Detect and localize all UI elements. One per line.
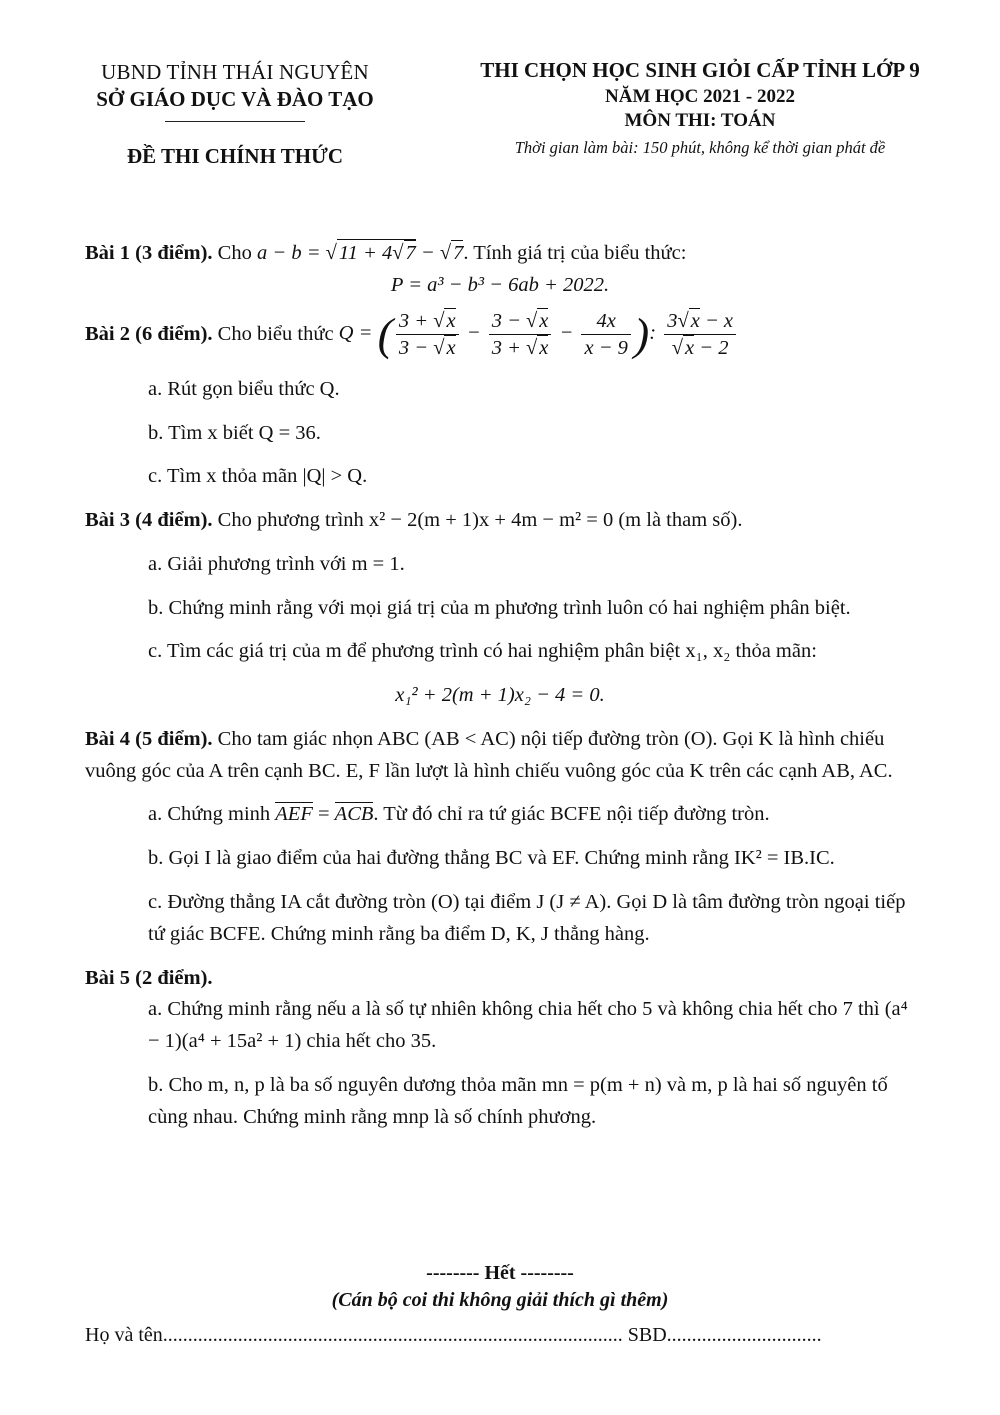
exam-title: THI CHỌN HỌC SINH GIỎI CẤP TỈNH LỚP 9 [480, 58, 920, 82]
angle-acb: ACB [334, 803, 374, 826]
authority-name: UBND TỈNH THÁI NGUYÊN [101, 60, 369, 84]
problem-5a: a. Chứng minh rằng nếu a là số tự nhiên không chia hết cho 5 và không chia hết cho 7 thì (a⁴ − 1)(a⁴ + 15a² + 1) chia hết cho 35. [148, 998, 908, 1053]
end-marker: -------- Hết -------- [426, 1262, 574, 1284]
header-right [440, 58, 960, 158]
exam-footer [85, 1262, 915, 1347]
problem-3-text: Cho phương trình x² − 2(m + 1)x + 4m − m² = 0 (m là tham số). [217, 509, 743, 532]
problem-4c: c. Đường thẳng IA cắt đường tròn (O) tại điểm J (J ≠ A). Gọi D là tâm đường tròn ngoại tiếp tứ giác BCFE. Chứng minh rằng ba điểm D, K, J thẳng hàng. [148, 891, 906, 945]
problem-1-text-after: . Tính giá trị của biểu thức: [463, 242, 687, 264]
school-year: NĂM HỌC 2021 - 2022 [605, 86, 795, 107]
problem-1-label: Bài 1 (3 điểm). [85, 242, 213, 264]
problem-3-label: Bài 3 (4 điểm). [85, 509, 213, 532]
problem-1 [85, 238, 915, 270]
department-name: SỞ GIÁO DỤC VÀ ĐÀO TẠO [96, 87, 374, 111]
sbd-blank[interactable]: ............................... [666, 1324, 822, 1346]
problem-2a: a. Rút gọn biểu thức Q. [148, 377, 340, 400]
header-left [70, 60, 400, 169]
sbd-label: SBD [627, 1324, 667, 1346]
problem-1-given: a − b = √11 + 4√7 − √7 [257, 242, 463, 264]
candidate-info-line [85, 1324, 915, 1347]
header-divider [165, 121, 305, 122]
problem-4-text: Cho tam giác nhọn ABC (AB < AC) nội tiếp đường tròn (O). Gọi K là hình chiếu vuông góc của A trên cạnh BC. E, F lần lượt là hình chiếu vuông góc của K trên các cạnh AB, AC. [85, 727, 893, 782]
time-limit: Thời gian làm bài: 150 phút, không kể thời gian phát đề [514, 138, 886, 157]
problem-1-expression: P = a³ − b³ − 6ab + 2022. [390, 273, 610, 296]
problem-3 [85, 505, 915, 537]
problem-4-label: Bài 4 (5 điểm). [85, 727, 213, 750]
official-exam-label: ĐỀ THI CHÍNH THỨC [126, 144, 344, 168]
name-label: Họ và tên [85, 1324, 163, 1346]
problem-4a-prefix: a. Chứng minh [148, 803, 271, 826]
problem-5b: b. Cho m, n, p là ba số nguyên dương thỏa mãn mn = p(m + n) và m, p là hai số nguyên tố cùng nhau. Chứng minh rằng mnp là số chính phương. [148, 1073, 888, 1128]
problem-3c: c. Tìm các giá trị của m để phương trình có hai nghiệm phân biệt x₁, x₂ thỏa mãn: [148, 640, 817, 663]
problem-2b: b. Tìm x biết Q = 36. [148, 421, 321, 444]
name-blank[interactable]: ............................................................................................ [162, 1324, 623, 1346]
problem-2-text: Cho biểu thức [217, 322, 334, 345]
problem-1-text-before: Cho [217, 242, 252, 264]
proctor-note: (Cán bộ coi thi không giải thích gì thêm) [331, 1289, 669, 1311]
problem-2c: c. Tìm x thỏa mãn |Q| > Q. [148, 465, 368, 488]
problem-4b: b. Gọi I là giao điểm của hai đường thẳng BC và EF. Chứng minh rằng IK² = IB.IC. [148, 847, 835, 870]
angle-aef: AEF [275, 803, 313, 826]
problem-2-expression: Q = ( $\frac{3 + √x}{3 - √x}$ − $\frac{3 - √x}{3 + √x}$ − $\frac{4x}{x - 9}$ ): $\frac{3√x - x}{√x - 2}$ [339, 322, 739, 344]
exam-body [85, 238, 915, 1133]
problem-2 [85, 308, 915, 362]
problem-2-label: Bài 2 (6 điểm). [85, 322, 213, 345]
problem-4a [85, 799, 915, 831]
problem-5-label: Bài 5 (2 điểm). [85, 966, 213, 989]
problem-4a-suffix: . Từ đó chỉ ra tứ giác BCFE nội tiếp đường tròn. [373, 803, 770, 826]
problem-3c-expression: x₁² + 2(m + 1)x₂ − 4 = 0. [395, 684, 605, 707]
problem-3a: a. Giải phương trình với m = 1. [148, 552, 405, 575]
problem-4 [85, 724, 915, 788]
problem-4a-equals: = [317, 803, 330, 826]
problem-3b: b. Chứng minh rằng với mọi giá trị của m phương trình luôn có hai nghiệm phân biệt. [148, 596, 851, 619]
subject: MÔN THI: TOÁN [624, 110, 776, 131]
